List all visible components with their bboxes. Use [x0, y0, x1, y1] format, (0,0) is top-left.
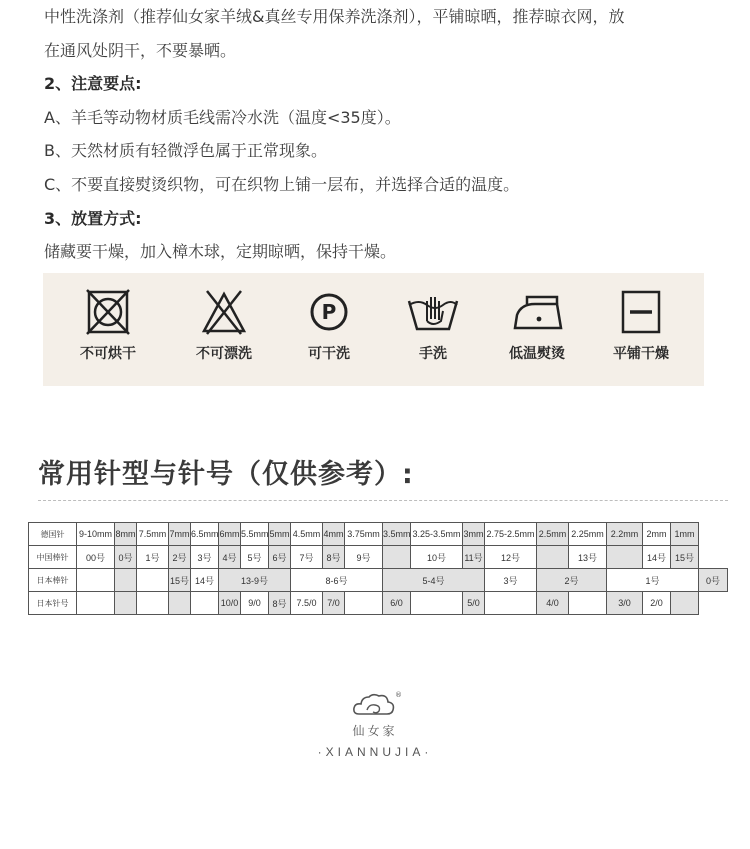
care-line-1: 中性洗涤剂（推荐仙女家羊绒&真丝专用保养洗涤剂），平铺晾晒，推荐晾衣网，放	[44, 7, 625, 26]
table-cell: 7mm	[169, 523, 191, 546]
table-cell: 7/0	[323, 592, 345, 615]
table-cell: 7号	[291, 546, 323, 569]
dry-flat-icon	[616, 287, 666, 337]
brand-name-cn: 仙女家	[352, 724, 398, 738]
table-cell	[485, 592, 537, 615]
table-cell: 5mm	[269, 523, 291, 546]
note-b: B、天然材质有轻微浮色属于正常现象。	[44, 141, 327, 161]
low-iron-icon	[509, 287, 565, 337]
table-cell: 7.5/0	[291, 592, 323, 615]
table-cell	[137, 569, 169, 592]
table-cell	[607, 546, 643, 569]
table-row	[29, 569, 728, 592]
table-cell: 9-10mm	[77, 523, 115, 546]
table-cell: 5-4号	[383, 569, 485, 592]
care-icon-item	[279, 287, 379, 363]
section-divider	[38, 500, 728, 501]
care-icon-label: 手洗	[419, 346, 447, 362]
table-cell: 3.75mm	[345, 523, 383, 546]
table-cell: 3号	[191, 546, 219, 569]
table-cell: 11号	[463, 546, 485, 569]
table-cell	[115, 592, 137, 615]
table-cell: 2号	[537, 569, 607, 592]
table-cell: 8mm	[115, 523, 137, 546]
hand-wash-icon	[405, 287, 461, 337]
no-tumble-dry-icon	[83, 287, 133, 337]
care-icon-label: 不可烘干	[80, 346, 136, 362]
care-instructions	[44, 0, 724, 269]
table-cell: 5号	[241, 546, 269, 569]
table-cell: 1号	[137, 546, 169, 569]
table-cell: 12号	[485, 546, 537, 569]
table-cell: 德国针	[29, 523, 77, 546]
table-cell: 7.5mm	[137, 523, 169, 546]
care-icon-label: 不可漂洗	[196, 346, 252, 362]
brand-name-en: ·XIANNUJIA·	[317, 745, 433, 759]
table-cell	[671, 592, 699, 615]
care-icon-label: 可干洗	[308, 346, 350, 362]
table-cell: 8号	[269, 592, 291, 615]
table-cell: 10号	[411, 546, 463, 569]
table-cell: 日本棒针	[29, 569, 77, 592]
table-cell: 3/0	[607, 592, 643, 615]
table-cell: 3号	[485, 569, 537, 592]
table-cell: 8号	[323, 546, 345, 569]
table-cell	[345, 592, 383, 615]
table-cell: 2.25mm	[569, 523, 607, 546]
table-cell	[569, 592, 607, 615]
care-icon-label: 平铺干燥	[613, 346, 669, 362]
table-cell: 6.5mm	[191, 523, 219, 546]
needle-size-table	[28, 522, 728, 615]
table-cell: 2.75-2.5mm	[485, 523, 537, 546]
cloud-logo-icon	[351, 690, 402, 720]
table-cell: 中国棒针	[29, 546, 77, 569]
table-cell: 15号	[671, 546, 699, 569]
table-cell: 13号	[569, 546, 607, 569]
care-icon-item	[383, 287, 483, 363]
care-icon-item	[487, 287, 587, 363]
table-cell	[191, 592, 219, 615]
table-cell	[115, 569, 137, 592]
table-cell: 日本针号	[29, 592, 77, 615]
table-cell: 0号	[699, 569, 728, 592]
table-cell: 4mm	[323, 523, 345, 546]
care-icons-panel	[43, 273, 704, 386]
care-icon-item	[58, 287, 158, 363]
no-bleach-icon	[199, 287, 249, 337]
table-cell	[77, 569, 115, 592]
table-cell: 4.5mm	[291, 523, 323, 546]
table-cell: 10/0	[219, 592, 241, 615]
table-cell: 14号	[643, 546, 671, 569]
table-cell: 9号	[345, 546, 383, 569]
table-cell: 2/0	[643, 592, 671, 615]
care-icon-item	[591, 287, 691, 363]
storage-text: 储藏要干燥，加入樟木球，定期晾晒，保持干燥。	[44, 242, 397, 262]
table-cell	[537, 546, 569, 569]
needle-section-title: 常用针型与针号（仅供参考）:	[38, 459, 414, 490]
table-cell: 6号	[269, 546, 291, 569]
table-cell: 00号	[77, 546, 115, 569]
care-icon-label: 低温熨烫	[509, 346, 565, 362]
table-cell	[137, 592, 169, 615]
table-cell: 8-6号	[291, 569, 383, 592]
registered-mark: ®	[395, 691, 402, 699]
table-cell: 14号	[191, 569, 219, 592]
dry-clean-p-icon	[304, 287, 354, 337]
note-a: A、羊毛等动物材质毛线需冷水洗（温度<35度）。	[44, 107, 401, 127]
table-row	[29, 546, 728, 569]
brand-logo	[310, 690, 440, 759]
table-cell: 1mm	[671, 523, 699, 546]
table-cell: 3.5mm	[383, 523, 411, 546]
table-cell: 3.25-3.5mm	[411, 523, 463, 546]
table-cell: 15号	[169, 569, 191, 592]
table-cell: 4号	[219, 546, 241, 569]
table-cell	[411, 592, 463, 615]
table-row	[29, 523, 728, 546]
table-row	[29, 592, 728, 615]
table-cell: 1号	[607, 569, 699, 592]
table-cell: 2.5mm	[537, 523, 569, 546]
table-cell	[169, 592, 191, 615]
table-cell: 2mm	[643, 523, 671, 546]
table-cell: 2.2mm	[607, 523, 643, 546]
svg-text:P: P	[321, 300, 337, 324]
table-cell: 5.5mm	[241, 523, 269, 546]
note-c: C、不要直接熨烫织物，可在织物上铺一层布，并选择合适的温度。	[44, 174, 520, 194]
care-line-2: 在通风处阴干，不要暴晒。	[44, 40, 237, 60]
table-cell: 6/0	[383, 592, 411, 615]
table-cell: 4/0	[537, 592, 569, 615]
care-icon-item	[174, 287, 274, 363]
table-cell	[77, 592, 115, 615]
table-cell: 9/0	[241, 592, 269, 615]
table-cell: 5/0	[463, 592, 485, 615]
storage-heading: 3、放置方式:	[44, 208, 142, 228]
table-cell: 2号	[169, 546, 191, 569]
table-cell: 6mm	[219, 523, 241, 546]
table-cell	[383, 546, 411, 569]
notes-heading: 2、注意要点:	[44, 74, 142, 94]
table-cell: 0号	[115, 546, 137, 569]
table-cell: 3mm	[463, 523, 485, 546]
table-cell: 13-9号	[219, 569, 291, 592]
